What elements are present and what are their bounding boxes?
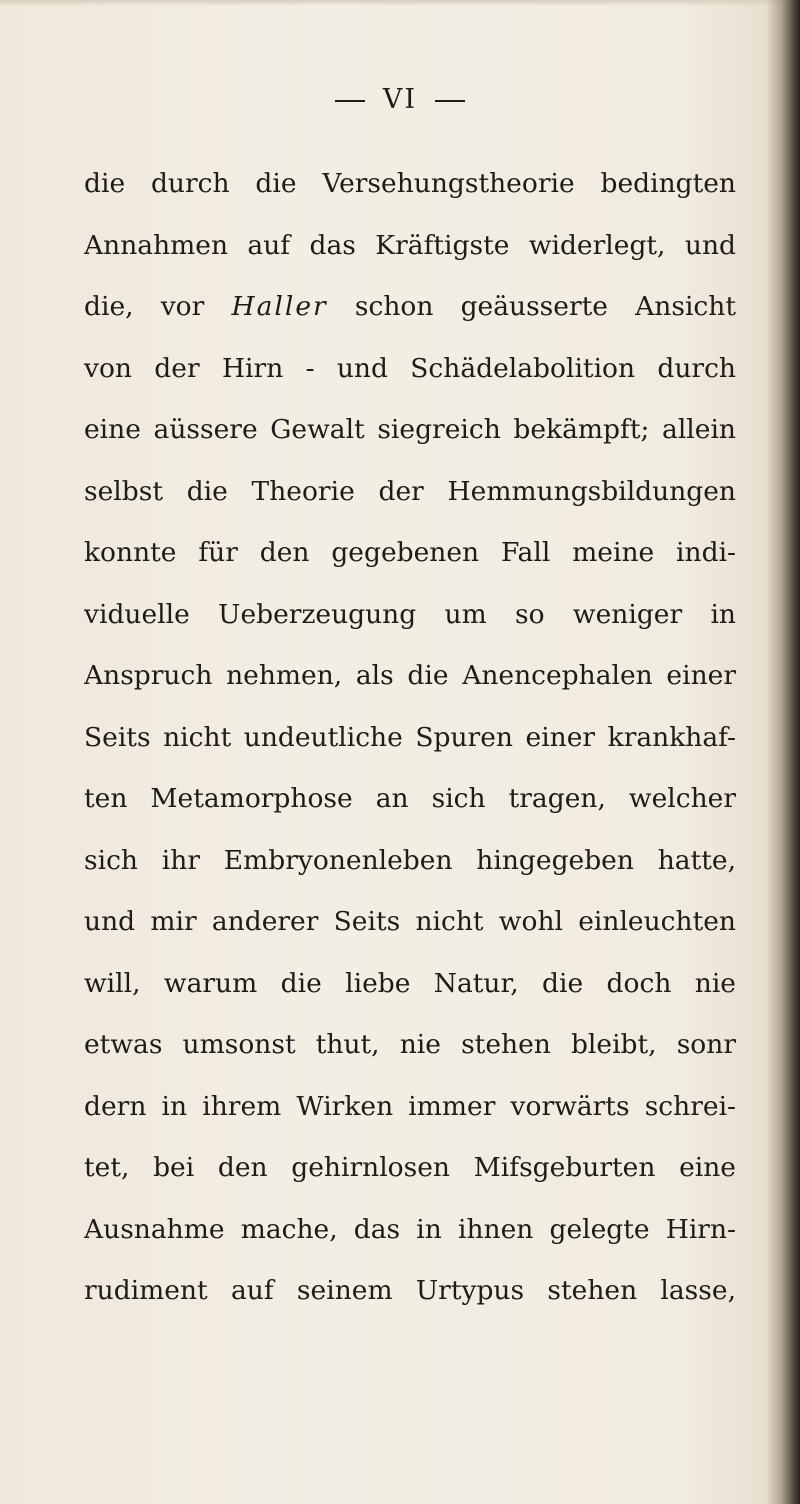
text-line: Anspruch nehmen, als die Anencephalen einer xyxy=(84,660,736,691)
header-dash-left xyxy=(335,100,365,102)
text-line: selbst die Theorie der Hemmungsbildungen xyxy=(84,475,736,507)
text-line: die durch die Versehungstheorie bedingten xyxy=(84,168,736,199)
text-line: rudiment auf seinem Urtypus stehen lasse, xyxy=(84,1275,736,1306)
text-line xyxy=(84,276,736,338)
header-dash-right xyxy=(435,100,465,102)
text-line: Annahmen auf das Kräftigste widerlegt, und xyxy=(84,229,736,261)
text-line: Ausnahme mache, das in ihnen gelegte Hirn- xyxy=(84,1213,736,1245)
text-line: konnte für den gegebenen Fall meine indi- xyxy=(84,537,736,568)
text-line: dern in ihrem Wirken immer vorwärts schrei- xyxy=(84,1090,736,1122)
text-line: tet, bei den gehirnlosen Mifsgeburten eine xyxy=(84,1152,736,1183)
text-line: von der Hirn - und Schädelabolition durch xyxy=(84,352,736,384)
text-line: etwas umsonst thut, nie stehen bleibt, sonr xyxy=(84,1029,736,1060)
page-header xyxy=(0,84,800,115)
text-line: eine aüssere Gewalt siegreich bekämpft; allein xyxy=(84,414,736,445)
text-line: will, warum die liebe Natur, die doch nie xyxy=(84,967,736,999)
page-number: VI xyxy=(382,84,418,115)
text-line: viduelle Ueberzeugung um so weniger in xyxy=(84,598,736,630)
text-line: und mir anderer Seits nicht wohl einleuchten xyxy=(84,906,736,937)
text-segment: schon geäusserte Ansicht xyxy=(354,291,736,322)
body-text xyxy=(84,153,736,1322)
text-line: sich ihr Embryonenleben hingegeben hatte, xyxy=(84,844,736,876)
page-top-edge xyxy=(0,0,800,6)
italic-name: Haller xyxy=(231,291,328,322)
text-line: Seits nicht undeutliche Spuren einer krankhaf- xyxy=(84,721,736,753)
text-segment: die, vor xyxy=(84,291,205,322)
text-line: ten Metamorphose an sich tragen, welcher xyxy=(84,783,736,814)
book-spine-shadow xyxy=(766,0,800,1504)
